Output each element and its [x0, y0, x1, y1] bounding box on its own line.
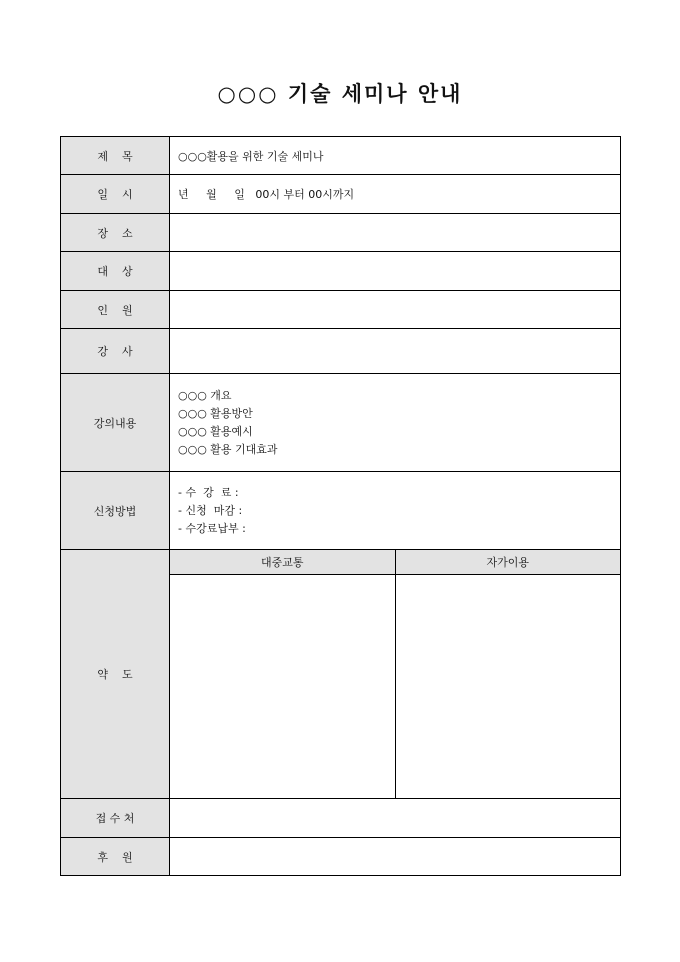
sponsor-label: 후 원	[61, 838, 170, 876]
subject-value: ○○○활용을 위한 기술 세미나	[170, 137, 621, 175]
map-public-header: 대중교통	[170, 550, 395, 575]
map-public-area	[170, 575, 395, 799]
apply-label: 신청방법	[61, 472, 170, 550]
reception-value	[170, 799, 621, 838]
subject-label: 제 목	[61, 137, 170, 175]
row-lecturer	[61, 329, 621, 374]
map-table	[170, 550, 620, 798]
map-car-header: 자가이용	[395, 550, 620, 575]
target-value	[170, 252, 621, 291]
row-content	[61, 374, 621, 472]
row-place	[61, 214, 621, 252]
map-cell	[170, 550, 621, 799]
row-target	[61, 252, 621, 291]
map-car-area	[395, 575, 620, 799]
content-item: ○○○ 활용방안	[178, 406, 253, 420]
headcount-value	[170, 291, 621, 329]
row-datetime	[61, 175, 621, 214]
document-title: ○○○ 기술 세미나 안내	[217, 81, 463, 106]
map-label: 약 도	[61, 550, 170, 799]
row-sponsor	[61, 838, 621, 876]
lecturer-value	[170, 329, 621, 374]
place-label: 장 소	[61, 214, 170, 252]
seminar-info-table	[60, 136, 621, 876]
reception-label: 접 수 처	[61, 799, 170, 838]
apply-item: - 수 강 료 :	[178, 485, 239, 499]
headcount-label: 인 원	[61, 291, 170, 329]
apply-item: - 신청 마감 :	[178, 503, 243, 517]
datetime-label: 일 시	[61, 175, 170, 214]
lecturer-label: 강 사	[61, 329, 170, 374]
row-subject	[61, 137, 621, 175]
content-item: ○○○ 활용예시	[178, 424, 253, 438]
place-value	[170, 214, 621, 252]
row-headcount	[61, 291, 621, 329]
row-map	[61, 550, 621, 799]
sponsor-value	[170, 838, 621, 876]
content-item: ○○○ 개요	[178, 388, 232, 402]
content-label: 강의내용	[61, 374, 170, 472]
target-label: 대 상	[61, 252, 170, 291]
content-list	[170, 374, 621, 472]
apply-list	[170, 472, 621, 550]
row-reception	[61, 799, 621, 838]
row-apply	[61, 472, 621, 550]
content-item: ○○○ 활용 기대효과	[178, 442, 278, 456]
datetime-value: 년 월 일 00시 부터 00시까지	[170, 175, 621, 214]
apply-item: - 수강료납부 :	[178, 521, 246, 535]
